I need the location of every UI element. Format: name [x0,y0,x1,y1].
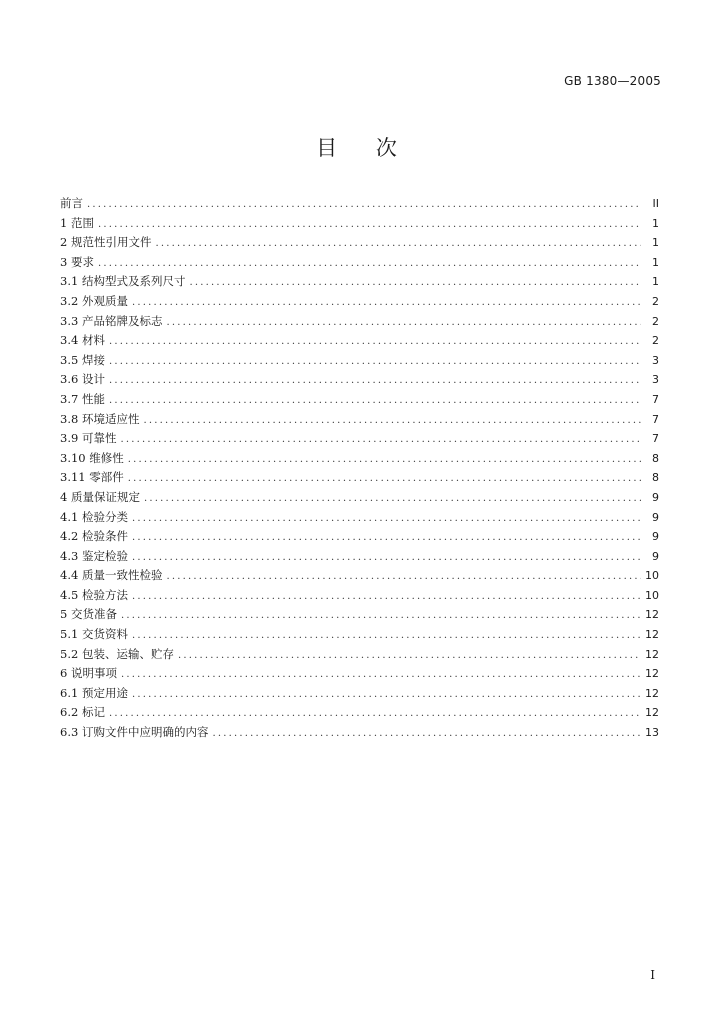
toc-entry-page: 12 [645,686,659,700]
toc-entry-label: 3 要求 [60,254,94,269]
toc-leader-dots [109,371,641,391]
toc-entry [60,566,659,586]
toc-entry [60,527,659,547]
table-of-contents [60,194,659,743]
toc-entry-page: 1 [652,236,659,250]
toc-leader-dots [132,587,641,607]
toc-entry-page: 7 [652,392,659,406]
toc-leader-dots [109,704,641,724]
toc-entry [60,312,659,332]
page-number: I [650,968,655,982]
toc-leader-dots [132,548,641,568]
toc-entry [60,508,659,528]
toc-entry-label: 3.9 可靠性 [60,431,117,446]
toc-leader-dots [109,332,641,352]
toc-entry-page: 7 [652,412,659,426]
toc-leader-dots [98,254,641,274]
toc-entry-page: 12 [645,628,659,642]
toc-entry-page: 2 [652,294,659,308]
toc-entry-page: 10 [645,588,659,602]
toc-entry [60,664,659,684]
toc-entry-page: 2 [652,334,659,348]
toc-entry [60,645,659,665]
toc-entry-page: 1 [652,255,659,269]
toc-leader-dots [120,430,641,450]
toc-leader-dots [98,215,641,235]
toc-entry-page: 9 [652,510,659,524]
toc-leader-dots [212,724,641,744]
toc-leader-dots [132,626,641,646]
toc-entry [60,233,659,253]
toc-entry-page: 3 [652,373,659,387]
toc-entry-page: 9 [652,490,659,504]
toc-entry-page: 1 [652,275,659,289]
toc-entry-page: 3 [652,353,659,367]
toc-entry-page: 8 [652,471,659,485]
toc-entry-label: 3.6 设计 [60,372,105,387]
toc-leader-dots [109,391,641,411]
page-title: 目 次 [316,136,413,160]
toc-entry-label: 4.3 鉴定检验 [60,548,128,563]
toc-entry [60,586,659,606]
standard-code: GB 1380—2005 [564,74,661,88]
toc-leader-dots [128,469,641,489]
toc-entry [60,390,659,410]
toc-leader-dots [166,567,641,587]
toc-entry-label: 4 质量保证规定 [60,489,140,504]
toc-entry [60,331,659,351]
toc-entry [60,703,659,723]
toc-entry [60,351,659,371]
toc-entry-page: 12 [645,647,659,661]
toc-leader-dots [132,528,641,548]
toc-entry-label: 3.2 外观质量 [60,293,128,308]
toc-entry-page: 12 [645,608,659,622]
toc-entry [60,684,659,704]
toc-entry-page: 10 [645,569,659,583]
toc-entry-page: 12 [645,667,659,681]
toc-leader-dots [132,293,641,313]
toc-entry-page: 13 [645,726,659,740]
toc-entry-label: 5.1 交货资料 [60,627,128,642]
toc-entry-label: 2 规范性引用文件 [60,235,152,250]
toc-entry-label: 3.11 零部件 [60,470,124,485]
toc-entry-page: 7 [652,432,659,446]
toc-leader-dots [87,195,641,215]
toc-entry [60,214,659,234]
toc-entry-page: 9 [652,549,659,563]
toc-leader-dots [128,450,641,470]
toc-entry-label: 6.3 订购文件中应明确的内容 [60,725,209,740]
toc-entry-label: 3.3 产品铭牌及标志 [60,313,163,328]
toc-entry [60,468,659,488]
toc-leader-dots [121,665,641,685]
toc-entry-label: 3.8 环境适应性 [60,411,140,426]
toc-entry-page: 12 [645,706,659,720]
toc-leader-dots [155,234,641,254]
toc-entry [60,292,659,312]
toc-leader-dots [109,352,641,372]
toc-entry [60,272,659,292]
toc-leader-dots [144,489,641,509]
toc-entry-label: 1 范围 [60,215,94,230]
toc-entry [60,449,659,469]
toc-entry-label: 4.1 检验分类 [60,509,128,524]
toc-entry-label: 6 说明事项 [60,666,117,681]
toc-leader-dots [132,685,641,705]
toc-entry-label: 3.5 焊接 [60,352,105,367]
toc-entry [60,370,659,390]
toc-entry [60,194,659,214]
toc-entry-label: 3.7 性能 [60,391,105,406]
toc-entry-page: II [652,197,659,210]
toc-entry [60,488,659,508]
toc-leader-dots [178,646,641,666]
toc-leader-dots [121,606,641,626]
toc-entry-page: 9 [652,530,659,544]
toc-entry-label: 6.2 标记 [60,705,105,720]
toc-entry [60,253,659,273]
toc-entry [60,625,659,645]
toc-entry-label: 3.4 材料 [60,333,105,348]
toc-entry-label: 6.1 预定用途 [60,685,128,700]
toc-leader-dots [166,313,641,333]
toc-entry-page: 2 [652,314,659,328]
toc-entry-label: 4.5 检验方法 [60,587,128,602]
toc-entry-label: 3.1 结构型式及系列尺寸 [60,274,186,289]
toc-entry-page: 8 [652,451,659,465]
toc-entry [60,429,659,449]
toc-entry-label: 前言 [60,196,83,210]
toc-entry [60,410,659,430]
toc-entry-label: 5.2 包装、运输、贮存 [60,646,174,661]
toc-entry-label: 3.10 维修性 [60,450,124,465]
toc-leader-dots [132,509,641,529]
toc-entry [60,723,659,743]
toc-entry-label: 4.2 检验条件 [60,529,128,544]
toc-leader-dots [189,273,641,293]
toc-entry [60,605,659,625]
toc-entry [60,547,659,567]
toc-entry-label: 5 交货准备 [60,607,117,622]
toc-entry-page: 1 [652,216,659,230]
toc-entry-label: 4.4 质量一致性检验 [60,568,163,583]
toc-leader-dots [143,411,641,431]
